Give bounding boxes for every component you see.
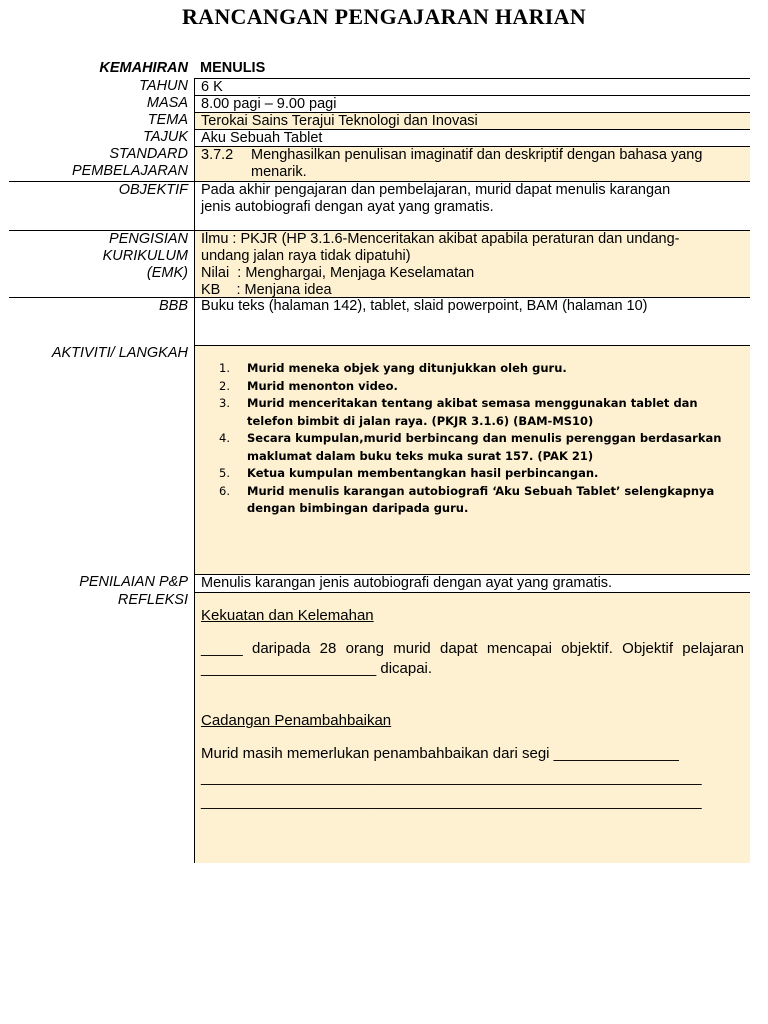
value-pengisian <box>194 230 750 297</box>
value-refleksi <box>194 592 750 863</box>
activity-step-text: Murid menulis karangan autobiografi ‘Aku Sebuah Tablet’ selengkapnya dengan bimbingan daripada guru. <box>247 483 715 515</box>
activity-step-number: 6. <box>219 483 230 498</box>
activity-step <box>201 430 750 465</box>
activity-step-text: Murid menceritakan tentang akibat semasa menggunakan tablet dan telefon bimbit di jalan raya. (PKJR 3.1.6) (BAM-MS10) <box>247 396 698 428</box>
label-tajuk: TAJUK <box>143 129 188 145</box>
value-tajuk: Aku Sebuah Tablet <box>194 129 750 146</box>
row-pengisian <box>9 230 750 297</box>
standard-text-2: menarik. <box>251 164 307 180</box>
label-standard-1: STANDARD <box>109 146 188 162</box>
cadangan-heading: Cadangan Penambahbaikan <box>201 712 392 729</box>
label-pengisian-2: KURIKULUM <box>102 248 188 264</box>
activity-step-number: 5. <box>219 466 230 480</box>
kekuatan-line-1: _____ daripada 28 orang murid dapat mencapai objektif. Objektif pelajaran <box>201 640 744 657</box>
standard-text <box>251 147 750 181</box>
label-pengisian-1: PENGISIAN <box>109 231 188 247</box>
row-aktiviti <box>9 345 750 574</box>
row-tajuk <box>9 129 750 146</box>
activity-step-text: Murid meneka objek yang ditunjukkan oleh guru. <box>247 361 567 375</box>
cadangan-line-3: ____________________________________________________________ <box>201 793 702 810</box>
row-refleksi <box>9 592 750 863</box>
pengisian-line-2: undang jalan raya tidak dipatuhi) <box>201 248 411 264</box>
label-penilaian: PENILAIAN P&P <box>79 574 188 590</box>
label-standard <box>9 146 194 181</box>
value-penilaian: Menulis karangan jenis autobiografi dengan ayat yang gramatis. <box>194 574 750 592</box>
kekuatan-line-2: _____________________ dicapai. <box>201 660 433 677</box>
label-pengisian <box>9 230 194 297</box>
activity-step <box>201 465 750 483</box>
label-objektif: OBJEKTIF <box>9 181 194 230</box>
activity-step-text: Secara kumpulan,murid berbincang dan menulis perenggan berdasarkan maklumat dalam buku teks muka surat 157. (PAK 21) <box>247 431 722 463</box>
row-standard <box>9 146 750 181</box>
objektif-line-2: jenis autobiografi dengan ayat yang gramatis. <box>201 199 494 215</box>
label-standard-2: PEMBELAJARAN <box>71 163 188 179</box>
value-masa: 8.00 pagi – 9.00 pagi <box>194 95 750 112</box>
activity-step-text: Murid menonton video. <box>247 378 398 393</box>
cadangan-line-1: Murid masih memerlukan penambahbaikan dari segi _______________ <box>201 745 679 762</box>
activity-step <box>201 360 750 378</box>
value-bbb: Buku teks (halaman 142), tablet, slaid powerpoint, BAM (halaman 10) <box>194 297 750 345</box>
row-tahun <box>9 78 750 95</box>
pengisian-line-4: KB : Menjana idea <box>201 282 332 298</box>
value-tahun: 6 K <box>194 78 750 95</box>
objektif-line-1: Pada akhir pengajaran dan pembelajaran, murid dapat menulis karangan <box>201 182 671 198</box>
label-kemahiran: KEMAHIRAN <box>99 60 188 76</box>
label-tema: TEMA <box>147 112 188 128</box>
pengisian-line-1: Ilmu : PKJR (HP 3.1.6-Menceritakan akibat apabila peraturan dan undang- <box>201 231 680 247</box>
activity-step <box>201 378 750 396</box>
row-bbb <box>9 297 750 345</box>
activity-step-number: 1. <box>219 361 230 375</box>
label-masa: MASA <box>146 95 188 111</box>
row-tema <box>9 112 750 129</box>
value-aktiviti <box>194 345 750 574</box>
cadangan-line-2: ____________________________________________________________ <box>201 769 702 786</box>
kekuatan-heading: Kekuatan dan Kelemahan <box>201 607 374 624</box>
label-tahun: TAHUN <box>139 78 188 94</box>
activity-step-number: 4. <box>219 431 230 445</box>
activity-step-number: 2. <box>219 378 230 393</box>
row-kemahiran <box>9 60 750 78</box>
value-kemahiran: MENULIS <box>200 60 266 76</box>
activity-step <box>201 395 750 430</box>
row-penilaian <box>9 574 750 592</box>
activity-step-text: Ketua kumpulan membentangkan hasil perbincangan. <box>247 466 599 480</box>
standard-code: 3.7.2 <box>201 147 234 163</box>
label-bbb: BBB <box>9 297 194 345</box>
label-aktiviti: AKTIVITI/ LANGKAH <box>51 345 188 361</box>
row-masa <box>9 95 750 112</box>
value-standard <box>194 146 750 181</box>
activity-steps-list <box>201 346 750 518</box>
pengisian-line-3: Nilai : Menghargai, Menjaga Keselamatan <box>201 265 475 281</box>
value-tema: Terokai Sains Terajui Teknologi dan Inovasi <box>194 112 750 129</box>
page-title: RANCANGAN PENGAJARAN HARIAN <box>181 4 587 29</box>
activity-step-number: 3. <box>219 396 230 410</box>
activity-step <box>201 483 750 518</box>
row-objektif <box>9 181 750 230</box>
value-objektif <box>194 181 750 230</box>
lesson-plan-table <box>9 60 750 863</box>
label-refleksi: REFLEKSI <box>117 592 188 608</box>
standard-text-1: Menghasilkan penulisan imaginatif dan deskriptif dengan bahasa yang <box>251 147 703 163</box>
label-pengisian-3: (EMK) <box>146 265 188 281</box>
